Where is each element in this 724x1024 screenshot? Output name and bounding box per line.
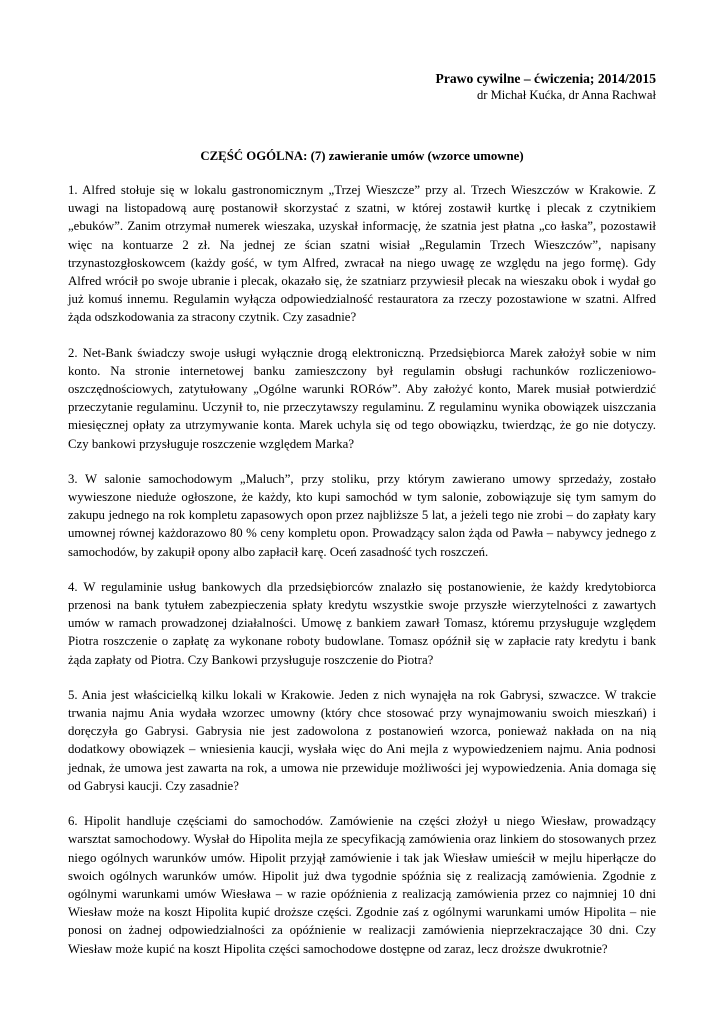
case-3: 3. W salonie samochodowym „Maluch”, przy stoliku, przy którym zawierano umowy sprzedaży, zostało wywieszone nieduże ogłoszone, że każdy, kto kupi samochód w tym salonie, zobowiązuje się tym samym do zakupu jednego na rok kompletu zapasowych opon przez najbliższe 5 lat, a jeżeli tego nie zrobi – do zapłaty kary umownej równej każdorazowo 80 % ceny kompletu opon. Prowadzący salon żąda od Pawła – nabywcy jednego z samochodów, by zakupił opony albo zapłacił karę. Oceń zasadność tych roszczeń. <box>68 471 656 559</box>
case-4: 4. W regulaminie usług bankowych dla przedsiębiorców znalazło się postanowienie, że każdy kredytobiorca przenosi na bank tytułem zabezpieczenia spłaty kredytu wszystkie swoje przyszłe wierzytelności z zawartych umów w ramach prowadzonej działalności. Umowę z bankiem zawarł Tomasz, któremu przysługuje względem Piotra roszczenie o zapłatę za wykonane roboty budowlane. Tomasz opóźnił się w zapłacie raty kredytu i bank żąda zapłaty od Piotra. Czy Bankowi przysługuje roszczenie do Piotra? <box>68 579 656 667</box>
section-title: CZĘŚĆ OGÓLNA: (7) zawieranie umów (wzorce umowne) <box>200 149 524 163</box>
course-title: Prawo cywilne – ćwiczenia; 2014/2015 <box>435 71 656 86</box>
case-5: 5. Ania jest właścicielką kilku lokali w Krakowie. Jeden z nich wynajęła na rok Gabrysi, szwaczce. W trakcie trwania najmu Ania wydała wzorzec umowny (który chce stosować przy wynajmowaniu swoich mieszkań) i doręczyła go Gabrysi. Gabrysia nie jest zadowolona z postanowień wzorca, ponieważ nakłada on na nią dodatkowy obowiązek – wniesienia kaucji, wysłała więc do Ani mejla z wypowiedzeniem najmu. Ania podnosi jednak, że umowa jest zawarta na rok, a umowa nie przewiduje możliwości jej wypowiedzenia. Ania domaga się od Gabrysi kaucji. Czy zasadnie? <box>68 687 656 793</box>
case-6: 6. Hipolit handluje częściami do samochodów. Zamówienie na części złożył u niego Wiesław, prowadzący warsztat samochodowy. Wysłał do Hipolita mejla ze specyfikacją zamówienia oraz linkiem do stosowanych przez niego ogólnych warunków umów. Hipolit przyjął zamówienie i tak jak Wiesław umieścił w mejlu hiperłącze do swoich ogólnych warunków umów. Hipolit już dwa tygodnie spóźnia się z realizacją zamówienia. Zgodnie z ogólnymi warunkami umów Wiesława – w razie opóźnienia z realizacją zamówienia przez co najmniej 10 dni Wiesław może na koszt Hipolita kupić droższe części. Zgodnie zaś z ogólnymi warunkami umów Hipolita – nie ponosi on żadnej odpowiedzialności za opóźnienie w realizacji zamówienia nieprzekraczające 30 dni. Czy Wiesław może kupić na koszt Hipolita części samochodowe dostępne od zaraz, lecz droższe dwukrotnie? <box>68 814 656 956</box>
page-header <box>68 70 656 103</box>
case-1: 1. Alfred stołuje się w lokalu gastronomicznym „Trzej Wieszcze” przy al. Trzech Wieszczów w Krakowie. Z uwagi na listopadową aurę postanowił skorzystać z szatni, w której zostawił kurtkę i plecak z czytnikiem „ebuków”. Zanim otrzymał numerek wieszaka, uzyskał informację, że szatnia jest płatna „co łaska”, pozostawił więc na kontuarze 2 zł. Na jednej ze ścian szatni wisiał „Regulamin Trzech Wieszczów”, napisany trzynastozgłoskowcem (każdy gość, w tym Alfred, zwracał na niego uwagę ze względu na jego formę). Gdy Alfred wrócił po swoje ubranie i plecak, okazało się, że szatniarz przywiesił plecak na wieszaku obok i wydał go już komuś innemu. Regulamin wyłącza odpowiedzialność restauratora za rzeczy pozostawione w szatni. Alfred żąda odszkodowania za stracony czytnik. Czy zasadnie? <box>68 183 656 325</box>
case-2: 2. Net-Bank świadczy swoje usługi wyłącznie drogą elektroniczną. Przedsiębiorca Marek założył sobie w nim konto. Na stronie internetowej banku zamieszczony był regulamin obsługi rachunków rozliczeniowo-oszczędnościowych, zatytułowany „Ogólne warunki RORów”. Aby założyć konto, Marek musiał potwierdzić przeczytanie regulaminu. Uczynił to, nie przeczytawszy regulaminu. Z regulaminu wynika obowiązek uiszczania miesięcznej opłaty za utrzymywanie konta. Marek uchyla się od tego obowiązku, twierdząc, że go nie dotyczy. Czy bankowi przysługuje roszczenie względem Marka? <box>68 345 656 451</box>
authors-line: dr Michał Kućka, dr Anna Rachwał <box>476 88 656 102</box>
